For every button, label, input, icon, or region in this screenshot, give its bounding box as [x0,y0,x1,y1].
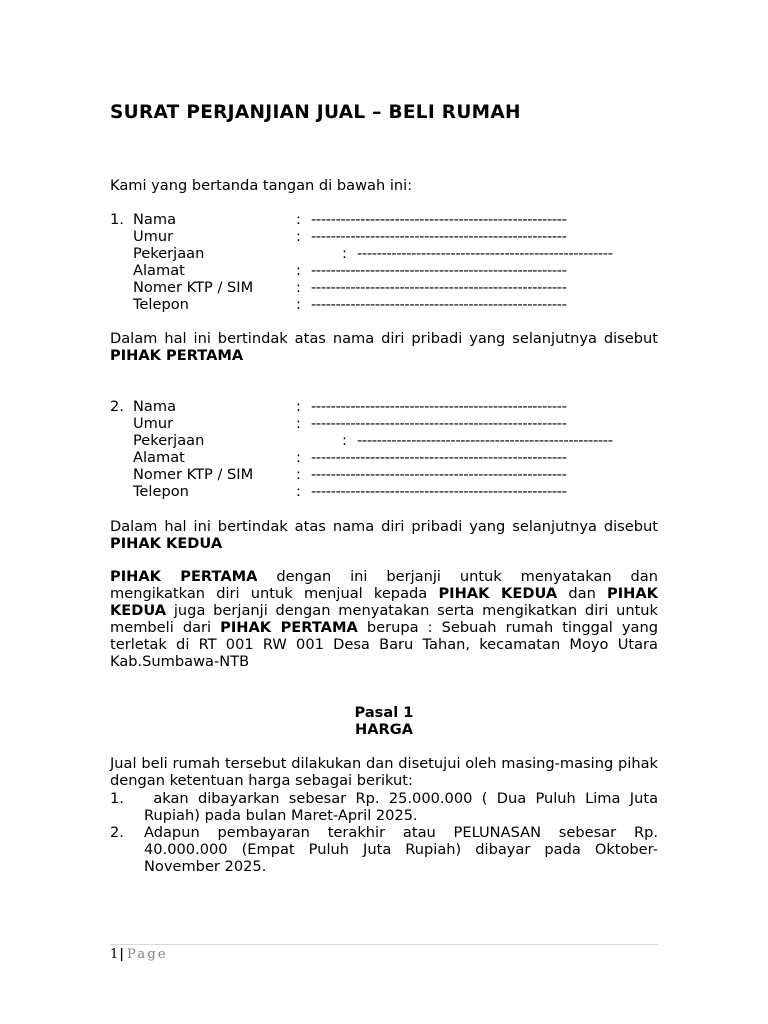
footer-divider [110,944,658,945]
party2-statement-text: Dalam hal ini bertindak atas nama diri pribadi yang selanjutnya disebut [110,518,658,535]
party1-field-row [110,245,658,262]
field-blank-line: ---------------------------------------------------- [311,466,567,483]
party1-statement [110,330,658,364]
field-blank-line: ---------------------------------------------------- [357,245,613,262]
field-label-pekerjaan: Pekerjaan [133,245,205,262]
party1-field-row [110,279,658,296]
party1-designation: PIHAK PERTAMA [110,347,244,364]
page-number: 1 [110,947,119,962]
footer-separator: | [119,947,125,962]
party2-field-row [110,415,658,432]
field-colon: : [296,415,301,432]
party2-field-row [110,466,658,483]
party1-fields [110,211,658,313]
party1-field-row [110,296,658,313]
agreement-text: dan [568,585,596,602]
party2-field-row [110,483,658,500]
page-word: Page [127,947,168,962]
field-label-umur: Umur [133,228,174,245]
field-blank-line: ---------------------------------------------------- [311,296,567,313]
party2-designation: PIHAK KEDUA [110,535,223,552]
list-item-number: 2. [110,824,124,841]
field-blank-line: ---------------------------------------------------- [311,279,567,296]
field-blank-line: ---------------------------------------------------- [311,211,567,228]
field-label-telepon: Telepon [133,483,189,500]
field-colon: : [296,296,301,313]
pasal-subheading: HARGA [354,721,414,738]
pasal-heading: Pasal 1 [354,704,414,721]
party2-number: 2. [110,398,124,415]
document-page [110,0,663,1024]
party2-field-row [110,432,658,449]
field-label-nama: Nama [133,211,177,228]
party2-statement [110,518,658,552]
field-label-ktp: Nomer KTP / SIM [133,466,254,483]
field-blank-line: ---------------------------------------------------- [311,228,567,245]
field-label-ktp: Nomer KTP / SIM [133,279,254,296]
party1-field-row [110,262,658,279]
party1-number: 1. [110,211,124,228]
intro-text: Kami yang bertanda tangan di bawah ini: [110,177,413,194]
party2-field-row [110,398,658,415]
agreement-party-pertama: PIHAK PERTAMA [110,568,258,585]
agreement-text: berupa : Sebuah rumah tinggal yang terletak di RT 001 RW 001 Desa Baru Tahan, kecamatan Moyo Utara Kab.Sumbawa-NTB [110,619,659,670]
document-title: SURAT PERJANJIAN JUAL – BELI RUMAH [110,102,521,123]
field-blank-line: ---------------------------------------------------- [311,483,567,500]
field-label-alamat: Alamat [133,449,185,466]
agreement-text: dengan ini berjanji untuk menyatakan dan mengikatkan diri untuk menjual kepada [110,568,659,602]
field-colon: : [296,262,301,279]
field-colon: : [342,432,347,449]
field-blank-line: ---------------------------------------------------- [311,449,567,466]
field-colon: : [296,228,301,245]
field-label-telepon: Telepon [133,296,189,313]
payment-list [110,790,663,875]
field-blank-line: ---------------------------------------------------- [311,262,567,279]
agreement-party-kedua: PIHAK KEDUA [438,585,558,602]
field-label-nama: Nama [133,398,177,415]
agreement-paragraph [110,568,658,670]
list-item [110,790,663,824]
field-colon: : [296,398,301,415]
agreement-text: juga berjanji dengan menyatakan serta mengikatkan diri untuk membeli dari [110,602,658,636]
field-colon: : [296,466,301,483]
agreement-party-kedua: PIHAK KEDUA [110,585,658,619]
field-label-umur: Umur [133,415,174,432]
party2-field-row [110,449,658,466]
field-colon: : [296,483,301,500]
party1-field-row [110,211,658,228]
field-colon: : [296,279,301,296]
field-label-pekerjaan: Pekerjaan [133,432,205,449]
list-item-number: 1. [110,790,124,807]
list-item-text: akan dibayarkan sebesar Rp. 25.000.000 ( Dua Puluh Lima Juta Rupiah) pada bulan Maret-April 2025. [144,790,663,824]
list-item-text: Adapun pembayaran terakhir atau PELUNASAN sebesar Rp. 40.000.000 (Empat Puluh Juta Rupiah) dibayar pada Oktober-November 2025. [144,824,658,875]
field-label-alamat: Alamat [133,262,185,279]
field-colon: : [342,245,347,262]
field-colon: : [296,211,301,228]
field-blank-line: ---------------------------------------------------- [357,432,613,449]
agreement-party-pertama: PIHAK PERTAMA [220,619,358,636]
field-blank-line: ---------------------------------------------------- [311,398,567,415]
field-blank-line: ---------------------------------------------------- [311,415,567,432]
pasal-intro: Jual beli rumah tersebut dilakukan dan disetujui oleh masing-masing pihak dengan ketentuan harga sebagai berikut: [110,755,658,789]
party1-field-row [110,228,658,245]
field-colon: : [296,449,301,466]
page-footer [110,947,168,962]
list-item [110,824,658,875]
party1-statement-text: Dalam hal ini bertindak atas nama diri pribadi yang selanjutnya disebut [110,330,658,347]
party2-fields [110,398,658,500]
